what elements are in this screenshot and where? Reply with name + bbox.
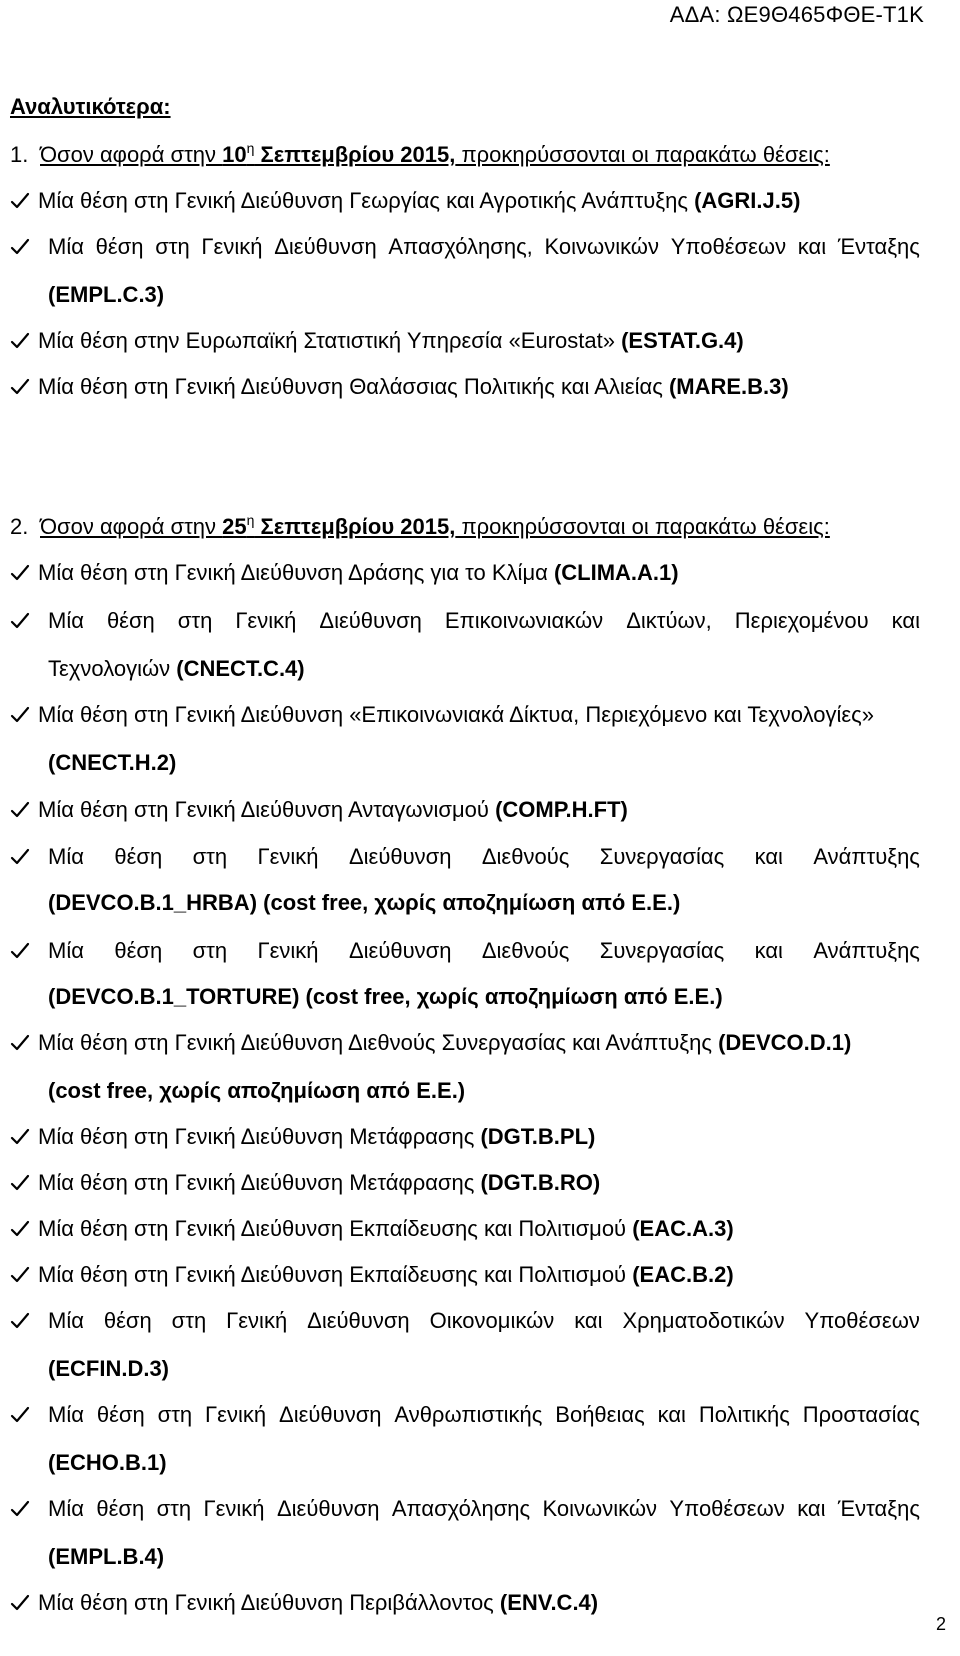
list-item [10, 326, 744, 358]
item-text: Μία θέση στη Γενική Διεύθυνση Εκπαίδευσης και Πολιτισμού [38, 1262, 633, 1287]
checkmark-icon [10, 1260, 38, 1292]
section-intro [10, 140, 830, 170]
list-item [10, 1028, 851, 1060]
item-text: Μία θέση στη Γενική Διεύθυνση Μετάφρασης [38, 1124, 481, 1149]
word: στη [156, 1496, 192, 1521]
checkmark-icon [10, 326, 38, 358]
checkmark-icon [10, 1494, 38, 1523]
justified-line [48, 936, 920, 966]
word: Ανάπτυξης [813, 844, 920, 869]
item-code: (CLIMA.A.1) [553, 560, 679, 585]
intro-suffix: προκηρύσσονται οι παρακάτω θέσεις: [455, 514, 830, 539]
justified-line [48, 842, 920, 872]
word: και [754, 844, 783, 869]
word: Υποθέσεων [669, 1496, 785, 1521]
word: Πολιτικής [698, 1402, 790, 1427]
list-item-continuation [48, 654, 305, 684]
word: Συνεργασίας [599, 938, 725, 963]
word: στη [177, 608, 213, 633]
list-item [10, 606, 38, 635]
word: Γενική [257, 844, 319, 869]
word: θέση [106, 608, 155, 633]
intro-suffix: προκηρύσσονται οι παρακάτω θέσεις: [455, 142, 830, 167]
checkmark-icon [10, 558, 38, 590]
word: θέση [114, 938, 163, 963]
list-item [10, 1122, 595, 1154]
list-item [10, 936, 38, 965]
item-code: (DGT.B.RO) [480, 1170, 601, 1195]
word: θέση [103, 1308, 152, 1333]
checkmark-icon [10, 795, 38, 827]
list-item [10, 1306, 38, 1335]
item-text: Τεχνολογιών [48, 656, 177, 681]
item-text: Μία θέση στη Γενική Διεύθυνση «Επικοινωνιακά Δίκτυα, Περιεχόμενο και Τεχνολογίες» [38, 702, 875, 727]
item-text: Μία θέση στη Γενική Διεύθυνση Μετάφρασης [38, 1170, 481, 1195]
list-item [10, 842, 38, 871]
list-item [10, 1494, 38, 1523]
page-number: 2 [935, 1614, 946, 1634]
item-text: Μία θέση στην Ευρωπαϊκή Στατιστική Υπηρεσία «Eurostat» [38, 328, 622, 353]
justified-line [48, 232, 920, 262]
checkmark-icon [10, 372, 38, 404]
word: Μία [48, 844, 84, 869]
item-code: (ECFIN.D.3) [48, 1356, 169, 1381]
list-item-continuation [48, 1542, 164, 1572]
word: Διεύθυνση [319, 608, 422, 633]
item-code: (EAC.A.3) [632, 1216, 734, 1241]
list-item [10, 1214, 734, 1246]
word: Ένταξης [837, 234, 920, 259]
word: Γενική [205, 1402, 267, 1427]
list-item-continuation [48, 888, 680, 918]
justified-line [48, 1494, 920, 1524]
word: και [797, 1496, 826, 1521]
word: Διεύθυνση [274, 234, 377, 259]
heading: Αναλυτικότερα: [10, 94, 171, 119]
item-code: (ENV.C.4) [499, 1590, 599, 1615]
word: Διεθνούς [481, 938, 570, 963]
checkmark-icon [10, 936, 38, 965]
item-code: (CNECT.H.2) [48, 750, 177, 775]
date-day: 25 [222, 514, 247, 539]
word: Διεθνούς [481, 844, 570, 869]
word: Γενική [203, 1496, 265, 1521]
item-code: (DGT.B.PL) [480, 1124, 596, 1149]
checkmark-icon [10, 842, 38, 871]
word: Κοινωνικών [542, 1496, 658, 1521]
word: Γενική [201, 234, 263, 259]
date-rest: Σεπτεμβρίου 2015, [254, 142, 456, 167]
checkmark-icon [10, 1214, 38, 1246]
word: Μία [48, 608, 84, 633]
word: Διεύθυνση [348, 938, 452, 963]
word: θέση [96, 1402, 145, 1427]
word: Μία [48, 938, 84, 963]
item-code: (EMPL.B.4) [48, 1544, 165, 1569]
word: Διεύθυνση [279, 1402, 382, 1427]
word: και [657, 1402, 686, 1427]
word: θέση [95, 234, 144, 259]
item-code: (EAC.B.2) [632, 1262, 734, 1287]
item-text: Μία θέση στη Γενική Διεύθυνση Γεωργίας και Αγροτικής Ανάπτυξης [38, 188, 695, 213]
checkmark-icon [10, 1588, 38, 1620]
ada-code: ΑΔΑ: ΩΕ9Θ465ΦΘΕ-Τ1Κ [669, 2, 924, 27]
list-item [10, 700, 874, 732]
word: Περιεχομένου [734, 608, 869, 633]
item-code: (COMP.H.FT) [495, 797, 628, 822]
word: και [797, 234, 827, 259]
word: Ανάπτυξης [813, 938, 920, 963]
word: στη [157, 1402, 193, 1427]
date-rest: Σεπτεμβρίου 2015, [254, 514, 456, 539]
date-superscript: η [246, 140, 255, 156]
list-item [10, 1168, 600, 1200]
item-text: Μία θέση στη Γενική Διεύθυνση Δράσης για το Κλίμα [38, 560, 554, 585]
list-item-continuation [48, 280, 164, 310]
list-item-continuation [48, 1354, 169, 1384]
word: στη [192, 844, 228, 869]
date-superscript: η [246, 512, 255, 528]
word: Ανθρωπιστικής [394, 1402, 543, 1427]
word: Επικοινωνιακών [444, 608, 604, 633]
list-item [10, 795, 628, 827]
section-number: 2. [10, 514, 29, 539]
list-item [10, 1400, 38, 1429]
item-text: Μία θέση στη Γενική Διεύθυνση Εκπαίδευσης και Πολιτισμού [38, 1216, 633, 1241]
item-text: Μία θέση στη Γενική Διεύθυνση Ανταγωνισμού [38, 797, 496, 822]
word: και [891, 608, 920, 633]
intro-prefix: Όσον αφορά στην [40, 514, 223, 539]
word: Διεύθυνση [307, 1308, 410, 1333]
word: Απασχόλησης [391, 1496, 531, 1521]
justified-line [48, 606, 920, 636]
word: Υποθέσεων [804, 1308, 920, 1333]
word: στη [155, 234, 190, 259]
word: Μία [48, 1496, 84, 1521]
justified-line [48, 1400, 920, 1430]
list-item-continuation [48, 982, 723, 1012]
item-code: (CNECT.C.4) [176, 656, 305, 681]
list-item [10, 186, 800, 218]
item-text: Μία θέση στη Γενική Διεύθυνση Περιβάλλοντος [38, 1590, 500, 1615]
word: Ένταξης [837, 1496, 920, 1521]
item-text: Μία θέση στη Γενική Διεύθυνση Διεθνούς Συνεργασίας και Ανάπτυξης [38, 1030, 719, 1055]
item-note: (cost free, χωρίς αποζημίωση από Ε.Ε.) [48, 1078, 466, 1103]
date-day: 10 [222, 142, 247, 167]
checkmark-icon [10, 1400, 38, 1429]
word: Οικονομικών [429, 1308, 555, 1333]
checkmark-icon [10, 1122, 38, 1154]
word: Υποθέσεων [670, 234, 787, 259]
checkmark-icon [10, 1168, 38, 1200]
item-text: Μία θέση στη Γενική Διεύθυνση Θαλάσσιας Πολιτικής και Αλιείας [38, 374, 669, 399]
word: Γενική [226, 1308, 288, 1333]
word: Δικτύων, [626, 608, 712, 633]
checkmark-icon [10, 186, 38, 218]
word: και [574, 1308, 603, 1333]
list-item-continuation [48, 1448, 167, 1478]
section-intro [10, 512, 830, 542]
word: και [754, 938, 783, 963]
list-item [10, 232, 38, 261]
intro-prefix: Όσον αφορά στην [40, 142, 223, 167]
word: Βοήθειας [555, 1402, 645, 1427]
justified-line [48, 1306, 920, 1336]
checkmark-icon [10, 1306, 38, 1335]
list-item [10, 372, 789, 404]
list-item [10, 558, 679, 590]
item-code: (ESTAT.G.4) [621, 328, 744, 353]
word: Συνεργασίας [599, 844, 725, 869]
word: Γενική [235, 608, 297, 633]
item-code: (DEVCO.D.1) [718, 1030, 852, 1055]
list-item [10, 1260, 734, 1292]
checkmark-icon [10, 700, 38, 732]
checkmark-icon [10, 232, 38, 261]
item-code: (MARE.B.3) [668, 374, 789, 399]
item-code: (DEVCO.B.1_TORTURE) (cost free, χωρίς αποζημίωση από Ε.Ε.) [48, 984, 723, 1009]
word: Μία [48, 1402, 84, 1427]
list-item [10, 1588, 598, 1620]
list-item-continuation [48, 748, 176, 778]
word: στη [171, 1308, 207, 1333]
item-code: (DEVCO.B.1_HRBA) (cost free, χωρίς αποζημίωση από Ε.Ε.) [48, 890, 681, 915]
word: στη [192, 938, 228, 963]
item-code: (AGRI.J.5) [694, 188, 801, 213]
word: Μία [48, 234, 84, 259]
word: Διεύθυνση [276, 1496, 380, 1521]
word: Προστασίας [802, 1402, 920, 1427]
checkmark-icon [10, 1028, 38, 1060]
word: Απασχόλησης, [388, 234, 533, 259]
word: θέση [96, 1496, 145, 1521]
list-item-continuation [48, 1076, 465, 1106]
word: Κοινωνικών [544, 234, 659, 259]
item-code: (EMPL.C.3) [48, 282, 165, 307]
item-code: (ECHO.B.1) [48, 1450, 167, 1475]
checkmark-icon [10, 606, 38, 635]
section-number: 1. [10, 142, 29, 167]
word: Γενική [257, 938, 319, 963]
word: Μία [48, 1308, 84, 1333]
word: Διεύθυνση [348, 844, 452, 869]
word: θέση [114, 844, 163, 869]
word: Χρηματοδοτικών [622, 1308, 785, 1333]
